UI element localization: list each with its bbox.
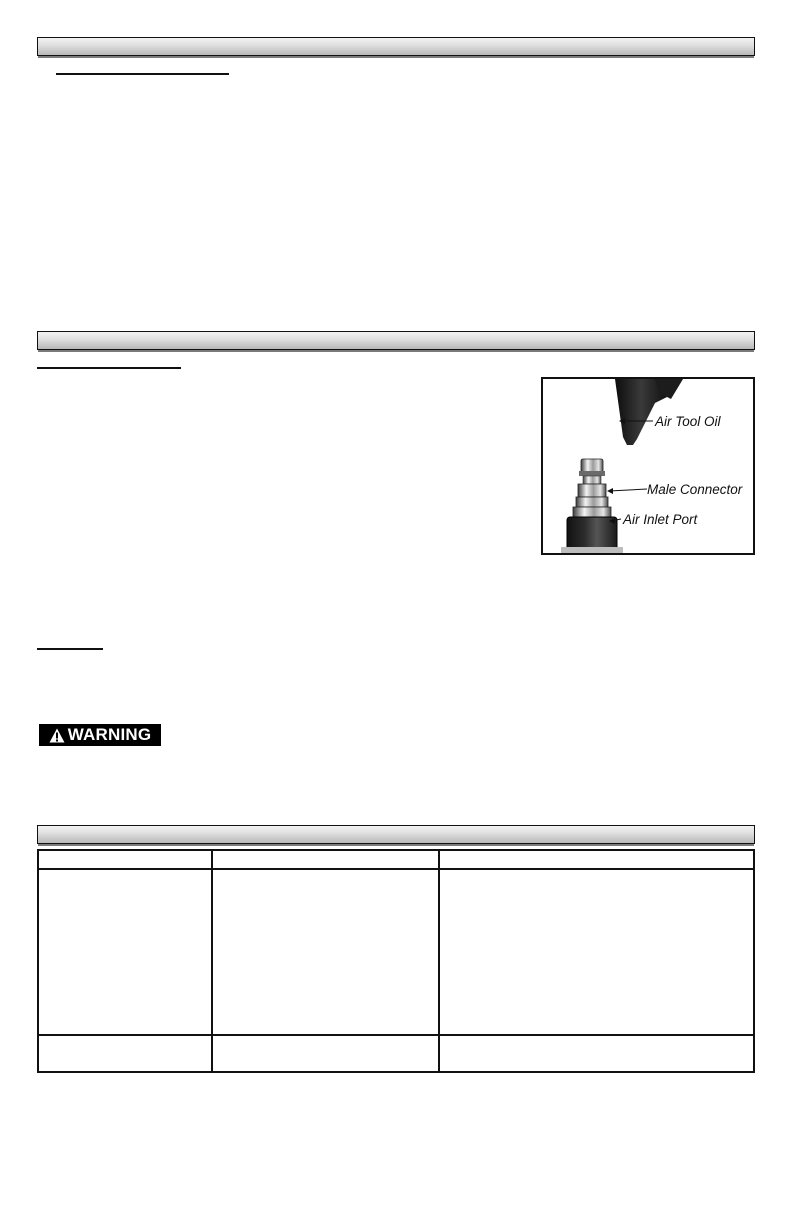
table-row-divider (39, 1034, 753, 1036)
section-header-bar-2 (37, 331, 755, 350)
table-header-divider (39, 868, 753, 870)
callout-air-inlet-port: Air Inlet Port (623, 512, 698, 527)
subsection-heading-underline-1 (56, 73, 229, 75)
table-column-divider-2 (438, 851, 440, 1071)
warning-badge (39, 724, 161, 746)
warning-triangle-icon (49, 728, 65, 743)
warning-label: WARNING (67, 725, 152, 744)
section-header-bar-3 (37, 825, 755, 844)
oil-bottle-nozzle (615, 379, 683, 445)
subsection-heading-underline-2 (37, 367, 181, 369)
note-heading-underline (37, 648, 103, 650)
table-column-divider-1 (211, 851, 213, 1071)
air-inlet-illustration (543, 379, 753, 553)
troubleshooting-table (37, 849, 755, 1073)
callout-male-connector: Male Connector (647, 482, 743, 497)
section-header-bar-1 (37, 37, 755, 56)
male-connector (573, 459, 611, 517)
air-tool-oil-figure (541, 377, 755, 555)
callout-air-tool-oil: Air Tool Oil (655, 414, 721, 429)
